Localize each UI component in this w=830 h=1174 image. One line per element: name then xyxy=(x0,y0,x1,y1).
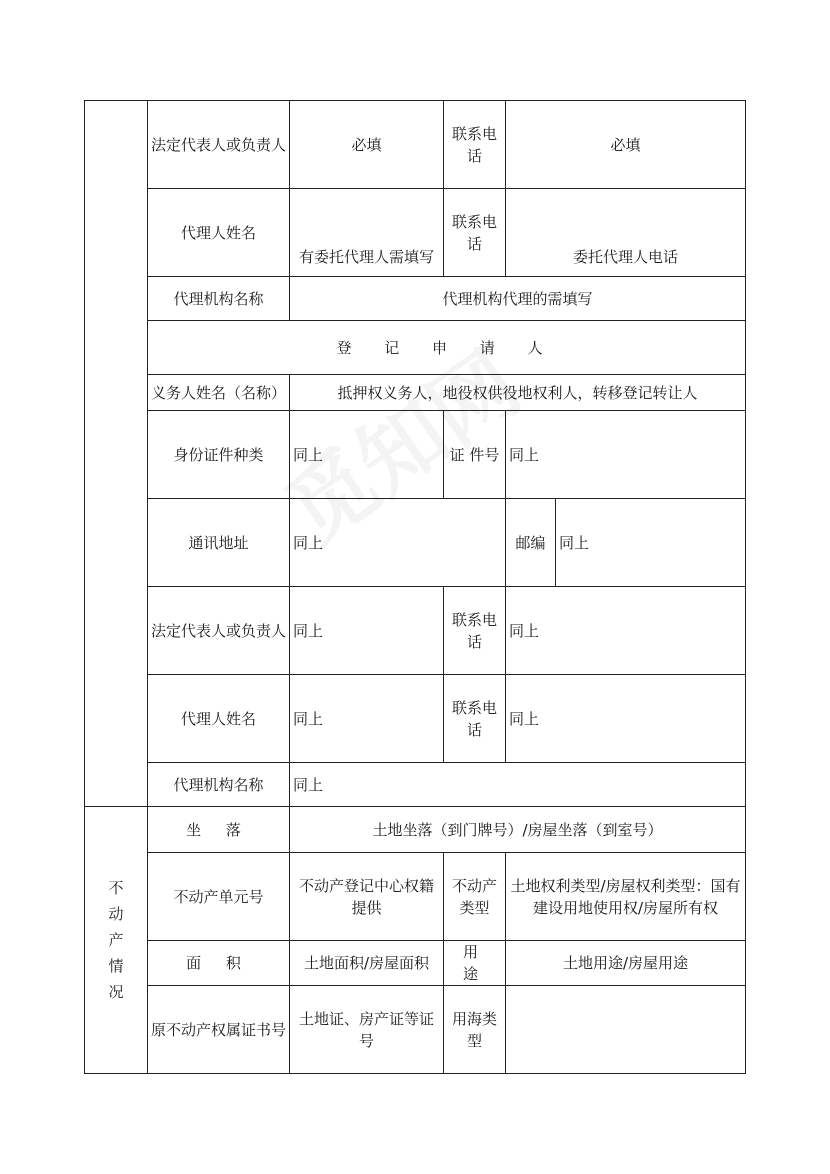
table-row xyxy=(85,675,746,763)
property-side-char: 产 xyxy=(108,931,124,949)
table-row xyxy=(85,853,746,941)
agent-name-value[interactable]: 有委托代理人需填写 xyxy=(290,189,444,277)
agency-name-value[interactable]: 同上 xyxy=(290,763,746,807)
address-label: 通讯地址 xyxy=(148,499,290,587)
contact-phone-label: 联系电话 xyxy=(444,101,506,189)
table-row xyxy=(85,587,746,675)
location-value[interactable]: 土地坐落（到门牌号）/房屋坐落（到室号） xyxy=(290,807,746,853)
property-side-label xyxy=(85,807,148,1074)
property-type-label: 不动产类型 xyxy=(444,853,506,941)
agent-phone-label: 联系电话 xyxy=(444,675,506,763)
sea-use-value[interactable] xyxy=(506,986,746,1074)
property-side-char: 情 xyxy=(108,957,124,975)
id-type-label: 身份证件种类 xyxy=(148,411,290,499)
legal-rep-value[interactable]: 必填 xyxy=(290,101,444,189)
legal-rep-label: 法定代表人或负责人 xyxy=(148,587,290,675)
left-side-cell xyxy=(85,101,148,807)
property-side-char: 动 xyxy=(108,905,124,923)
table-row xyxy=(85,807,746,853)
contact-phone-value[interactable]: 同上 xyxy=(506,587,746,675)
contact-phone-label: 联系电话 xyxy=(444,587,506,675)
orig-cert-value[interactable]: 土地证、房产证等证号 xyxy=(290,986,444,1074)
id-no-value[interactable]: 同上 xyxy=(506,411,746,499)
sea-use-label: 用海类型 xyxy=(444,986,506,1074)
property-side-char: 况 xyxy=(108,983,124,1001)
table-row xyxy=(85,375,746,411)
table-row xyxy=(85,499,746,587)
table-row xyxy=(85,277,746,321)
property-type-value[interactable]: 土地权利类型/房屋权利类型：国有建设用地使用权/房屋所有权 xyxy=(506,853,746,941)
table-row xyxy=(85,411,746,499)
contact-phone-value[interactable]: 必填 xyxy=(506,101,746,189)
unit-no-label: 不动产单元号 xyxy=(148,853,290,941)
section-title-text: 登 记 申 请 人 xyxy=(336,338,557,357)
agency-name-label: 代理机构名称 xyxy=(148,763,290,807)
agent-name-label: 代理人姓名 xyxy=(148,189,290,277)
agency-name-label: 代理机构名称 xyxy=(148,277,290,321)
area-label xyxy=(148,941,290,986)
registration-form-table xyxy=(84,100,746,1074)
section-title xyxy=(148,321,746,375)
table-row xyxy=(85,321,746,375)
area-value[interactable]: 土地面积/房屋面积 xyxy=(290,941,444,986)
legal-rep-label: 法定代表人或负责人 xyxy=(148,101,290,189)
agent-phone-value[interactable]: 委托代理人电话 xyxy=(506,189,746,277)
use-label xyxy=(444,941,506,986)
postcode-label: 邮编 xyxy=(506,499,556,587)
area-label-text: 面 积 xyxy=(186,954,251,972)
obligor-label: 义务人姓名（名称） xyxy=(148,375,290,411)
legal-rep-value[interactable]: 同上 xyxy=(290,587,444,675)
table-row xyxy=(85,101,746,189)
location-label xyxy=(148,807,290,853)
property-side-char: 不 xyxy=(108,879,124,897)
id-no-label: 证 件号 xyxy=(444,411,506,499)
table-row xyxy=(85,763,746,807)
postcode-value[interactable]: 同上 xyxy=(556,499,746,587)
use-value[interactable]: 土地用途/房屋用途 xyxy=(506,941,746,986)
orig-cert-label: 原不动产权属证书号 xyxy=(148,986,290,1074)
unit-no-value[interactable]: 不动产登记中心权籍提供 xyxy=(290,853,444,941)
agency-name-value[interactable]: 代理机构代理的需填写 xyxy=(290,277,746,321)
table-row xyxy=(85,986,746,1074)
obligor-value[interactable]: 抵押权义务人，地役权供役地权利人，转移登记转让人 xyxy=(290,375,746,411)
table-row xyxy=(85,941,746,986)
address-value[interactable]: 同上 xyxy=(290,499,506,587)
agent-phone-label: 联系电话 xyxy=(444,189,506,277)
id-type-value[interactable]: 同上 xyxy=(290,411,444,499)
location-label-text: 坐 落 xyxy=(186,820,251,839)
agent-phone-value[interactable]: 同上 xyxy=(506,675,746,763)
use-label-text: 用 途 xyxy=(462,943,486,983)
table-row xyxy=(85,189,746,277)
agent-name-value[interactable]: 同上 xyxy=(290,675,444,763)
agent-name-label: 代理人姓名 xyxy=(148,675,290,763)
